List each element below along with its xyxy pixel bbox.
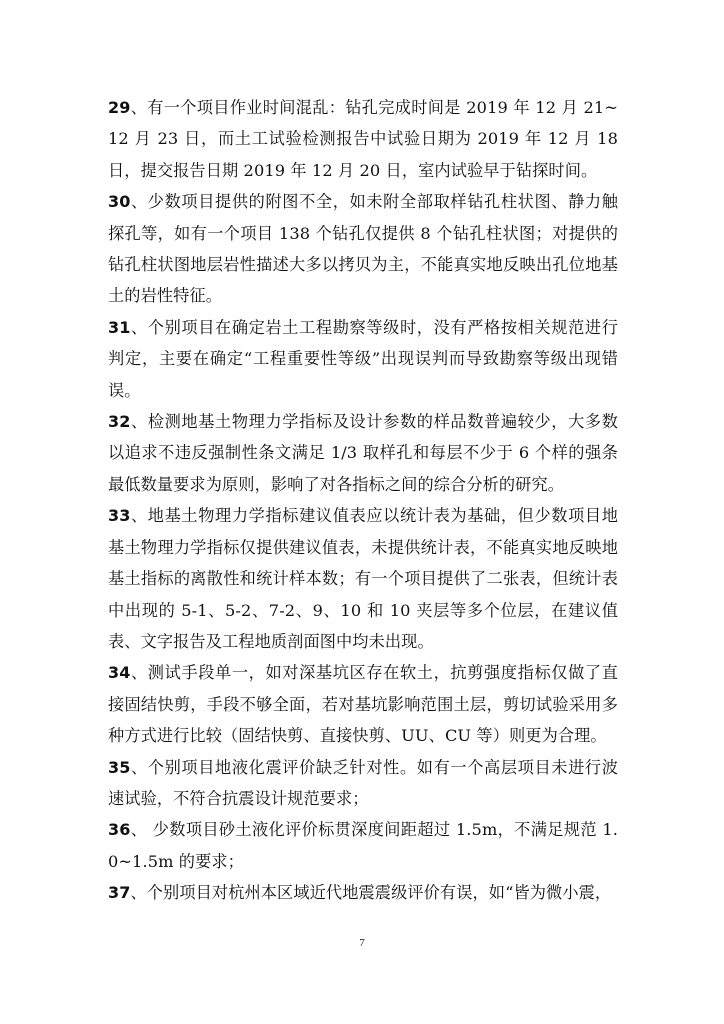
item-number: 33: [108, 506, 131, 526]
paragraph-36: [108, 814, 618, 877]
page-number: 7: [359, 937, 365, 949]
paragraph-29: [108, 92, 618, 186]
item-number: 30: [108, 192, 131, 212]
item-text: 、测试手段单一，如对深基坑区存在软土，抗剪强度指标仅做了直接固结快剪，手段不够全面，若对基坑影响范围土层，剪切试验采用多种方式进行比较（固结快剪、直接快剪、UU、CU 等）则更为合理。: [108, 663, 618, 746]
paragraph-37: [108, 877, 618, 908]
item-number: 37: [108, 883, 131, 903]
item-number: 29: [108, 98, 131, 117]
paragraph-33: [108, 500, 618, 657]
item-number: 32: [108, 412, 131, 432]
item-text: 、地基土物理力学指标建议值表应以统计表为基础，但少数项目地基土物理力学指标仅提供建议值表，未提供统计表，不能真实地反映地基土指标的离散性和统计样本数；有一个项目提供了二张表，但统计表中出现的 5-1、5-2、7-2、9、10 和 10 夹层等多个位层，在建议值表、文字报告及工程地质剖面图中均未出现。: [108, 506, 618, 651]
item-number: 36: [108, 820, 131, 840]
item-text: 、个别项目对杭州本区域近代地震震级评价有误，如“皆为微小震，: [130, 883, 612, 903]
item-text: 、检测地基土物理力学指标及设计参数的样品数普遍较少，大多数以追求不违反强制性条文满足 1/3 取样孔和每层不少于 6 个样的强条最低数量要求为原则，影响了对各指标之间的综合分析的研究。: [108, 412, 618, 494]
item-text: 、个别项目在确定岩土工程勘察等级时，没有严格按相关规范进行判定，主要在确定“工程重要性等级”出现误判而导致勘察等级出现错误。: [108, 317, 618, 400]
item-number: 35: [108, 757, 131, 777]
item-number: 34: [108, 663, 131, 683]
item-text: 、有一个项目作业时间混乱：钻孔完成时间是 2019 年 12 月 21~12 月 23 日，而土工试验检测报告中试验日期为 2019 年 12 月 18 日，提交报告日期 2019 年 12 月 20 日，室内试验早于钻探时间。: [108, 98, 618, 180]
item-text: 、少数项目提供的附图不全，如未附全部取样钻孔柱状图、静力触探孔等，如有一个项目 138 个钻孔仅提供 8 个钻孔柱状图；对提供的钻孔柱状图地层岩性描述大多以拷贝为主，不能真实地反映出孔位地基土的岩性特征。: [108, 192, 618, 306]
paragraph-30: [108, 186, 618, 312]
paragraph-34: [108, 657, 618, 751]
paragraph-32: [108, 406, 618, 500]
item-text: 、个别项目地液化震评价缺乏针对性。如有一个高层项目未进行波速试验，不符合抗震设计规范要求；: [108, 757, 618, 808]
paragraph-35: [108, 752, 618, 815]
item-text: 、 少数项目砂土液化评价标贯深度间距超过 1.5m，不满足规范 1.0~1.5m 的要求；: [108, 820, 618, 871]
paragraph-31: [108, 312, 618, 406]
item-number: 31: [108, 317, 131, 337]
document-body: [108, 92, 618, 909]
